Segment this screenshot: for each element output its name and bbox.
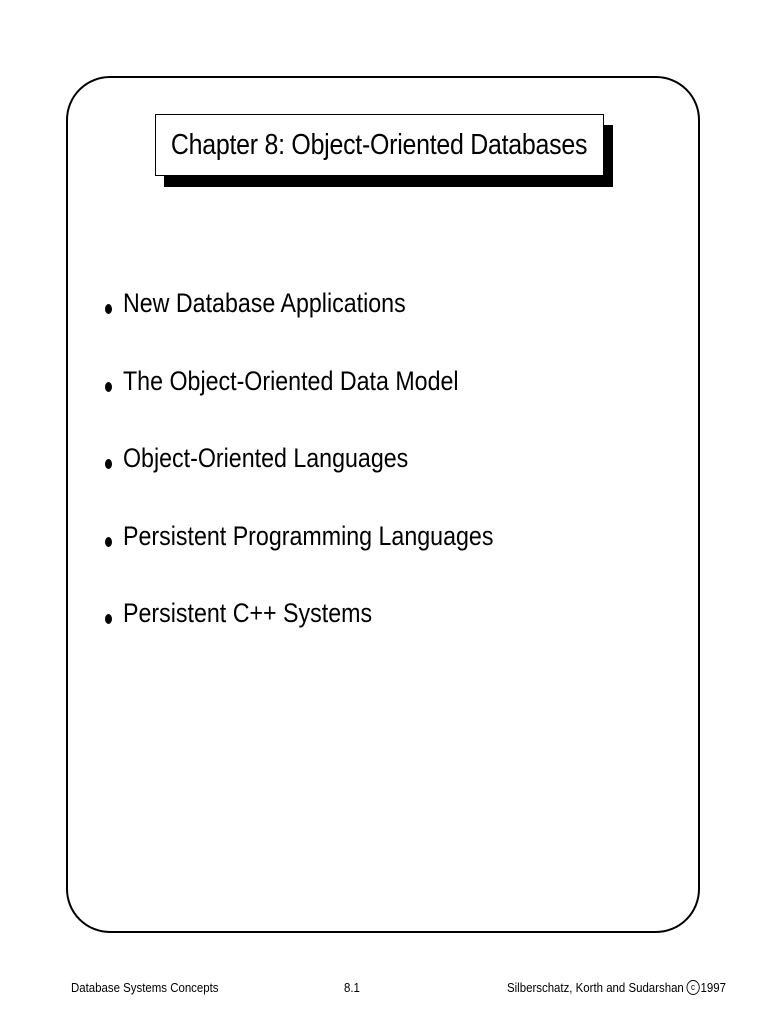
title-frame	[155, 114, 604, 176]
footer-year: 1997	[700, 980, 726, 995]
bullet-text: Persistent Programming Languages	[123, 520, 494, 551]
footer-book-title: Database Systems Concepts	[71, 980, 219, 995]
bullet-icon	[105, 614, 112, 624]
bullet-icon	[105, 382, 112, 392]
bullet-item	[100, 280, 554, 358]
bullet-text: Persistent C++ Systems	[123, 598, 373, 628]
bullet-list	[100, 280, 554, 668]
slide-title: Chapter 8: Object-Oriented Databases	[171, 128, 588, 161]
footer-page-number: 8.1	[344, 980, 360, 995]
bullet-icon	[105, 459, 112, 469]
bullet-text: The Object-Oriented Data Model	[123, 365, 459, 396]
bullet-item	[100, 358, 554, 436]
bullet-icon	[105, 304, 112, 314]
footer-credit	[507, 980, 726, 995]
bullet-item	[100, 435, 554, 513]
bullet-icon	[105, 537, 112, 547]
copyright-icon: c	[686, 980, 699, 995]
bullet-item	[100, 513, 554, 591]
bullet-item	[100, 590, 554, 668]
bullet-text: New Database Applications	[123, 288, 406, 318]
title-box	[155, 114, 604, 176]
footer-authors: Silberschatz, Korth and Sudarshan	[507, 980, 684, 995]
bullet-text: Object-Oriented Languages	[123, 443, 409, 473]
